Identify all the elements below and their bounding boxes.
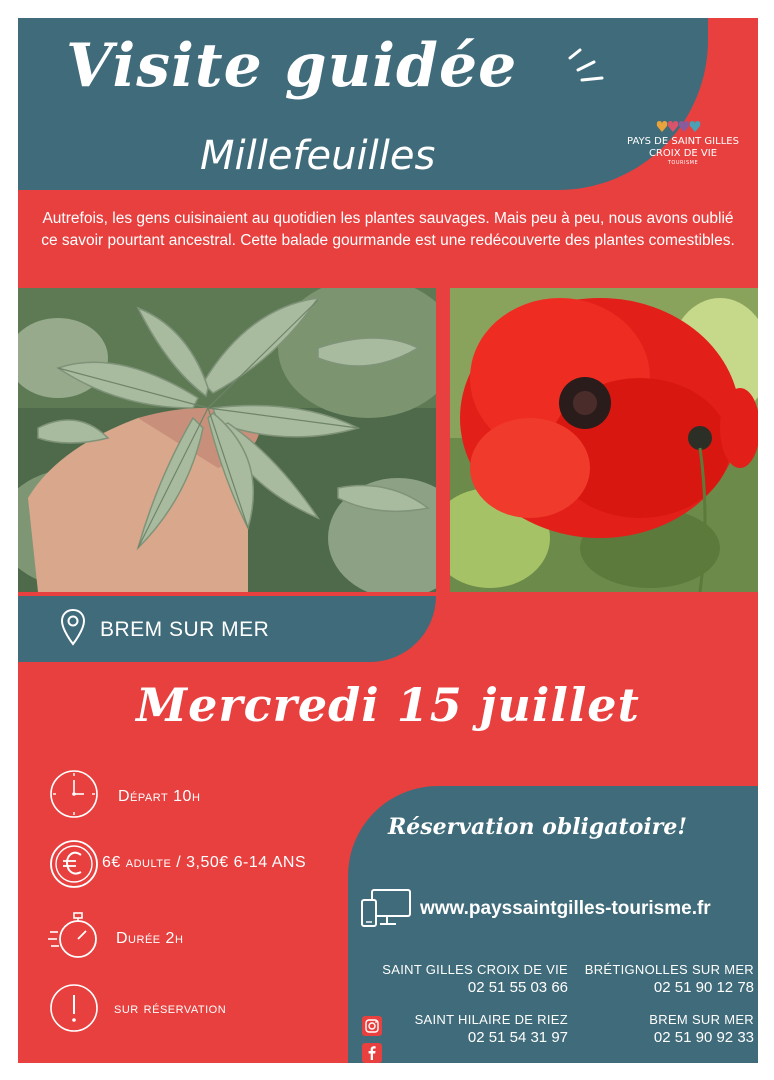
header-band [18, 18, 739, 190]
website-link[interactable]: www.payssaintgilles-tourisme.fr [420, 898, 711, 919]
office-saint-gilles [382, 962, 568, 996]
location-label: BREM SUR MER [100, 618, 270, 641]
office-name: SAINT HILAIRE DE RIEZ [414, 1012, 568, 1027]
logo-heart [690, 121, 700, 132]
euro-coin-icon [48, 838, 100, 890]
office-name: BRÉTIGNOLLES SUR MER [584, 962, 754, 977]
logo-line-1: PAYS DE SAINT GILLES [627, 136, 739, 147]
logo-heart [701, 121, 711, 132]
logo-line-3: TOURISME [667, 160, 699, 166]
info-text-duration: Durée 2h [116, 930, 184, 947]
exclamation-icon [48, 982, 100, 1034]
logo-hearts-icon [653, 118, 713, 134]
office-phone[interactable]: 02 51 54 31 97 [467, 1029, 568, 1046]
reservation-panel [348, 786, 758, 1063]
office-name: BREM SUR MER [649, 1012, 754, 1027]
logo-heart [679, 121, 689, 132]
info-text-booking: sur réservation [114, 1000, 227, 1017]
office-name: SAINT GILLES CROIX DE VIE [382, 962, 568, 977]
stopwatch-icon [48, 910, 100, 962]
office-saint-hilaire [415, 1012, 568, 1046]
office-phone[interactable]: 02 51 55 03 66 [467, 979, 568, 996]
logo-heart [657, 121, 667, 132]
info-text-price: 6€ adulte / 3,50€ 6-14 ANS [102, 854, 307, 871]
info-text-departure: Départ 10h [118, 788, 201, 805]
devices-icon [360, 886, 412, 930]
logo-line-2: CROIX DE VIE [648, 148, 718, 159]
office-brem [649, 1012, 754, 1046]
location-band [18, 596, 436, 662]
office-bretignolles [585, 962, 754, 996]
tourism-logo [618, 118, 748, 167]
instagram-icon[interactable] [362, 1016, 382, 1036]
reservation-title: Réservation obligatoire! [388, 814, 687, 840]
photo-poppy-flower [450, 288, 758, 592]
logo-heart [668, 121, 678, 132]
facebook-icon[interactable] [362, 1043, 382, 1063]
poster [18, 18, 758, 1063]
clock-icon [48, 768, 100, 820]
page-subtitle: Millefeuilles [200, 133, 436, 179]
page-title: Visite guidée [66, 31, 518, 101]
accent-strokes-icon [558, 36, 608, 86]
intro-paragraph: Autrefois, les gens cuisinaient au quotidien les plantes sauvages. Mais peu à peu, nous avons oublié ce savoir pourtant ancestral. Cette balade gourmande est une redécouverte des plantes comestibles. [41, 210, 735, 249]
office-phone[interactable]: 02 51 90 12 78 [653, 979, 754, 996]
event-date: Mercredi 15 juillet [136, 678, 640, 732]
photo-plant-leaves [18, 288, 436, 592]
office-phone[interactable]: 02 51 90 92 33 [653, 1029, 754, 1046]
location-pin-icon [60, 608, 86, 648]
